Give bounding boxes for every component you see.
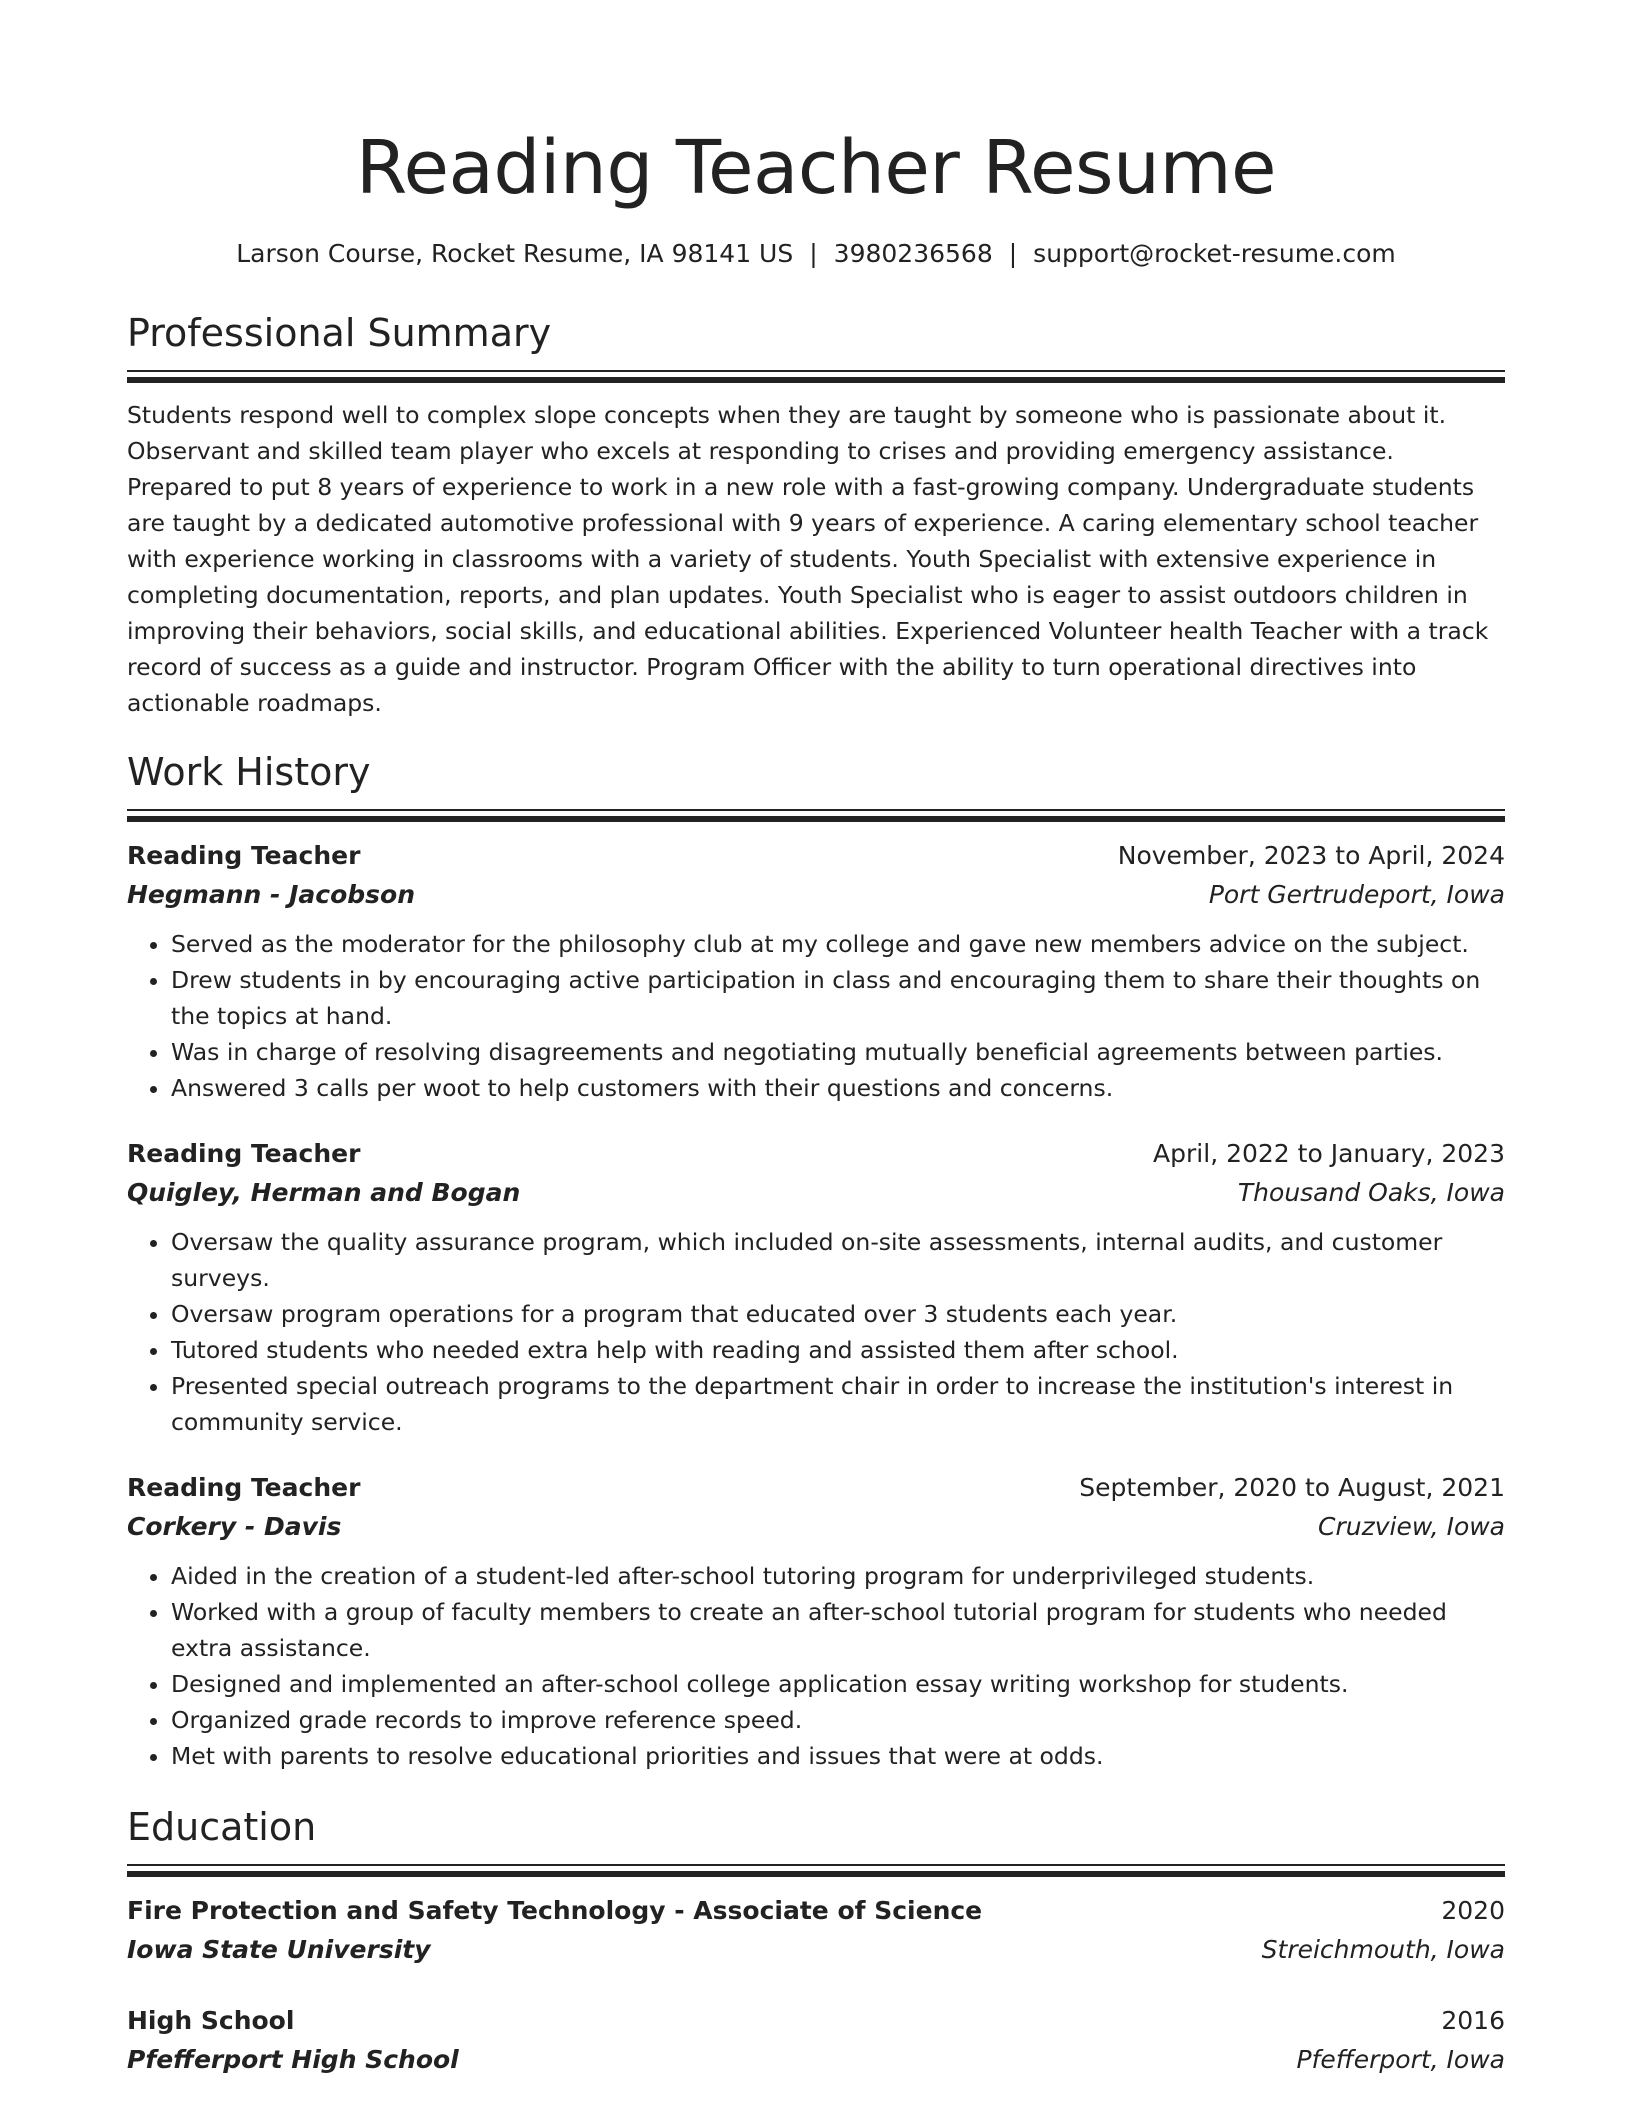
job-company: Corkery - Davis [127,1512,342,1541]
job-bullet: • Aided in the creation of a student-led after-school tutoring program for underprivileged students. [171,1558,1505,1594]
job-bullet: • Drew students in by encouraging active participation in class and encouraging them to share their thoughts on the topics at hand. [171,962,1505,1034]
section-divider [127,370,1505,383]
education-section [127,1802,1505,2079]
education-location: Pfefferport, Iowa [1296,2045,1505,2074]
contact-separator: | [1008,239,1018,268]
job-entry [127,1134,1505,1440]
resume-title: Reading Teacher Resume [355,125,1277,211]
education-year: 2016 [1441,2006,1505,2035]
job-bullet: • Worked with a group of faculty members to create an after-school tutorial program for students who needed extra assistance. [171,1594,1505,1666]
education-school: Pfefferport High School [127,2045,459,2074]
job-bullet: • Served as the moderator for the philosophy club at my college and gave new members advice on the subject. [171,926,1505,962]
education-school: Iowa State University [127,1935,431,1964]
education-entry [127,2001,1505,2079]
job-dates: April, 2022 to January, 2023 [1153,1139,1505,1168]
contact-phone: 3980236568 [833,239,993,268]
education-degree: High School [127,2006,295,2035]
job-bullets [127,926,1505,1106]
contact-email: support@rocket-resume.com [1033,239,1396,268]
contact-address: Larson Course, Rocket Resume, IA 98141 US [236,239,794,268]
job-company: Quigley, Herman and Bogan [127,1178,521,1207]
job-bullets [127,1558,1505,1774]
section-divider [127,1864,1505,1877]
education-year: 2020 [1441,1896,1505,1925]
section-divider [127,809,1505,822]
job-title: Reading Teacher [127,1139,361,1168]
job-bullet: • Oversaw program operations for a program that educated over 3 students each year. [171,1296,1505,1332]
contact-line [127,236,1505,272]
education-location: Streichmouth, Iowa [1261,1935,1505,1964]
job-location: Thousand Oaks, Iowa [1237,1178,1505,1207]
job-bullet: • Presented special outreach programs to the department chair in order to increase the institution's interest in community service. [171,1368,1505,1440]
education-heading: Education [127,1805,317,1849]
job-bullet: • Answered 3 calls per woot to help customers with their questions and concerns. [171,1070,1505,1106]
job-title: Reading Teacher [127,841,361,870]
job-location: Cruzview, Iowa [1318,1512,1505,1541]
job-entry [127,1468,1505,1774]
summary-heading: Professional Summary [127,311,552,355]
job-bullet: • Organized grade records to improve reference speed. [171,1702,1505,1738]
job-bullet: • Met with parents to resolve educational priorities and issues that were at odds. [171,1738,1505,1774]
job-bullets [127,1224,1505,1440]
job-bullet: • Was in charge of resolving disagreements and negotiating mutually beneficial agreements between parties. [171,1034,1505,1070]
job-entry [127,836,1505,1106]
summary-text: Students respond well to complex slope concepts when they are taught by someone who is passionate about it. Observant and skilled team player who excels at responding to crises and providing emergency assistance. Prepared to put 8 years of experience to work in a new role with a fast-growing company. Undergraduate students are taught by a dedicated automotive professional with 9 years of experience. A caring elementary school teacher with experience working in classrooms with a variety of students. Youth Specialist with extensive experience in completing documentation, reports, and plan updates. Youth Specialist who is eager to assist outdoors children in improving their behaviors, social skills, and educational abilities. Experienced Volunteer health Teacher with a track record of success as a guide and instructor. Program Officer with the ability to turn operational directives into actionable roadmaps. [127,401,1489,717]
job-location: Port Gertrudeport, Iowa [1208,880,1505,909]
job-company: Hegmann - Jacobson [127,880,415,909]
summary-section [127,308,1505,721]
education-entry [127,1891,1505,1969]
education-degree: Fire Protection and Safety Technology - Associate of Science [127,1896,983,1925]
job-dates: November, 2023 to April, 2024 [1117,841,1505,870]
job-bullet: • Designed and implemented an after-school college application essay writing workshop for students. [171,1666,1505,1702]
job-dates: September, 2020 to August, 2021 [1079,1473,1505,1502]
job-bullet: • Oversaw the quality assurance program, which included on-site assessments, internal audits, and customer surveys. [171,1224,1505,1296]
job-title: Reading Teacher [127,1473,361,1502]
work-history-heading: Work History [127,750,371,794]
contact-separator: | [809,239,818,268]
job-bullet: • Tutored students who needed extra help with reading and assisted them after school. [171,1332,1505,1368]
work-history-section [127,747,1505,1774]
